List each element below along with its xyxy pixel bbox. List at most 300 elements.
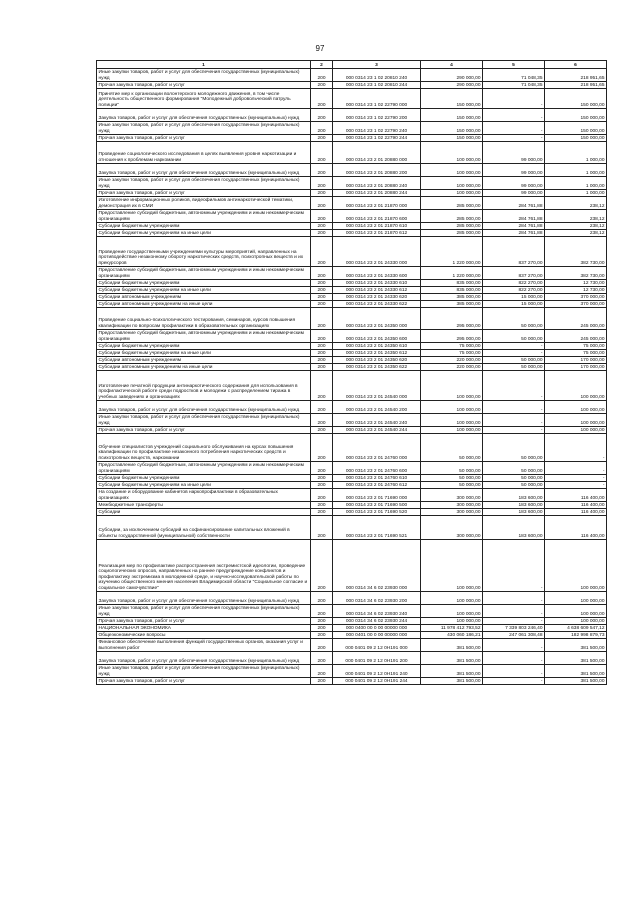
row-code: 200 bbox=[311, 210, 333, 223]
column-number: 6 bbox=[545, 61, 607, 69]
row-name: Иные закупки товаров, работ и услуг для обеспечения государственных (муниципальных) нужд bbox=[97, 414, 311, 427]
row-executed-amount: 822 270,00 bbox=[483, 280, 545, 287]
table-row bbox=[97, 267, 607, 280]
row-classification-code: 000 0314 23 2 01 20880 000 bbox=[333, 142, 421, 164]
row-name: Финансовое обеспечение выполнения функций государственных органов, оказания услуг и выполнения работ bbox=[97, 639, 311, 652]
row-classification-code: 000 0314 23 2 01 24330 610 bbox=[333, 280, 421, 287]
row-approved-amount: 100 000,00 bbox=[421, 190, 483, 197]
row-unexecuted-amount: 182 998 879,73 bbox=[545, 632, 607, 639]
row-name: Субсидии бюджетным учреждениям на иные цели bbox=[97, 287, 311, 294]
row-code: 200 bbox=[311, 109, 333, 122]
row-classification-code: 000 0314 23 1 02 22790 000 bbox=[333, 89, 421, 109]
row-executed-amount: - bbox=[483, 343, 545, 350]
table-row bbox=[97, 230, 607, 237]
row-code: 200 bbox=[311, 618, 333, 625]
table-row bbox=[97, 371, 607, 401]
row-approved-amount: 835 000,00 bbox=[421, 287, 483, 294]
row-unexecuted-amount: 1 000,00 bbox=[545, 190, 607, 197]
row-name: Закупка товаров, работ и услуг для обеспечения государственных (муниципальных) нужд bbox=[97, 164, 311, 177]
table-row bbox=[97, 625, 607, 632]
row-code: 200 bbox=[311, 164, 333, 177]
row-approved-amount: 385 000,00 bbox=[421, 294, 483, 301]
row-code: 200 bbox=[311, 509, 333, 516]
row-classification-code: 000 0314 23 2 01 71690 500 bbox=[333, 502, 421, 509]
row-classification-code: 000 0314 23 2 01 21870 000 bbox=[333, 197, 421, 210]
row-classification-code: 000 0314 23 2 01 20880 240 bbox=[333, 177, 421, 190]
table-row bbox=[97, 652, 607, 665]
row-classification-code: 000 0401 09 2 12 0Н191 240 bbox=[333, 665, 421, 678]
row-unexecuted-amount: 100 000,00 bbox=[545, 540, 607, 592]
row-approved-amount: 300 000,00 bbox=[421, 502, 483, 509]
row-name: Прочая закупка товаров, работ и услуг bbox=[97, 135, 311, 142]
row-executed-amount: - bbox=[483, 605, 545, 618]
row-code: 200 bbox=[311, 177, 333, 190]
row-approved-amount: 381 500,00 bbox=[421, 652, 483, 665]
row-classification-code: 000 0314 34 6 02 23930 200 bbox=[333, 592, 421, 605]
table-row bbox=[97, 618, 607, 625]
table-row bbox=[97, 665, 607, 678]
row-classification-code: 000 0314 23 2 01 24330 622 bbox=[333, 301, 421, 308]
row-classification-code: 000 0314 23 2 01 21870 600 bbox=[333, 210, 421, 223]
row-name: Субсидии автономным учреждениям на иные цели bbox=[97, 364, 311, 371]
row-approved-amount: 300 000,00 bbox=[421, 516, 483, 540]
row-approved-amount: 835 000,00 bbox=[421, 280, 483, 287]
row-executed-amount: - bbox=[483, 592, 545, 605]
row-name: Проведение государственными учреждениями культуры мероприятий, направленных на противодействие незаконному обороту наркотических средств, психотропных веществ и их прекурсоров bbox=[97, 237, 311, 267]
row-approved-amount: 1 220 000,00 bbox=[421, 267, 483, 280]
table-row bbox=[97, 489, 607, 502]
table-row bbox=[97, 357, 607, 364]
row-name: Прочая закупка товаров, работ и услуг bbox=[97, 618, 311, 625]
row-approved-amount: 381 500,00 bbox=[421, 678, 483, 685]
row-classification-code: 000 0314 23 1 02 22790 244 bbox=[333, 135, 421, 142]
row-classification-code: 000 0314 23 2 01 20880 200 bbox=[333, 164, 421, 177]
row-classification-code: 000 0314 23 2 01 24760 000 bbox=[333, 434, 421, 462]
row-unexecuted-amount: 12 730,00 bbox=[545, 287, 607, 294]
row-classification-code: 000 0314 23 2 01 24760 600 bbox=[333, 462, 421, 475]
row-classification-code: 000 0314 23 2 01 24760 610 bbox=[333, 475, 421, 482]
row-approved-amount: 100 000,00 bbox=[421, 427, 483, 434]
column-number-row bbox=[97, 61, 607, 69]
row-classification-code: 000 0314 23 2 01 24350 600 bbox=[333, 330, 421, 343]
row-unexecuted-amount: 116 400,00 bbox=[545, 516, 607, 540]
row-code: 200 bbox=[311, 82, 333, 89]
row-executed-amount: 50 000,00 bbox=[483, 475, 545, 482]
row-executed-amount: - bbox=[483, 89, 545, 109]
column-number: 5 bbox=[483, 61, 545, 69]
row-name: Субсидии бюджетным учреждениям bbox=[97, 280, 311, 287]
row-executed-amount: 99 000,00 bbox=[483, 142, 545, 164]
row-name: Прочая закупка товаров, работ и услуг bbox=[97, 427, 311, 434]
row-classification-code: 000 0314 23 2 01 24350 612 bbox=[333, 350, 421, 357]
row-classification-code: 000 0314 34 6 02 23930 240 bbox=[333, 605, 421, 618]
row-code: 200 bbox=[311, 69, 333, 82]
row-name: Субсидии автономным учреждениям bbox=[97, 294, 311, 301]
row-executed-amount: - bbox=[483, 540, 545, 592]
table-row bbox=[97, 462, 607, 475]
row-name: Субсидии бюджетным учреждениям на иные цели bbox=[97, 482, 311, 489]
row-executed-amount: 99 000,00 bbox=[483, 164, 545, 177]
row-executed-amount: 50 000,00 bbox=[483, 330, 545, 343]
row-unexecuted-amount: - bbox=[545, 475, 607, 482]
row-executed-amount: 71 048,35 bbox=[483, 69, 545, 82]
row-unexecuted-amount: 381 500,00 bbox=[545, 678, 607, 685]
row-code: 200 bbox=[311, 330, 333, 343]
column-number: 3 bbox=[333, 61, 421, 69]
row-executed-amount: 50 000,00 bbox=[483, 308, 545, 330]
row-approved-amount: 150 000,00 bbox=[421, 122, 483, 135]
row-classification-code: 000 0314 23 2 01 24330 000 bbox=[333, 237, 421, 267]
row-name: Субсидии бюджетным учреждениям bbox=[97, 475, 311, 482]
row-unexecuted-amount: 238,12 bbox=[545, 210, 607, 223]
row-executed-amount: - bbox=[483, 665, 545, 678]
row-approved-amount: 285 000,00 bbox=[421, 230, 483, 237]
row-approved-amount: 285 000,00 bbox=[421, 210, 483, 223]
row-executed-amount: 15 000,00 bbox=[483, 301, 545, 308]
table-row bbox=[97, 223, 607, 230]
row-code: 200 bbox=[311, 301, 333, 308]
row-approved-amount: 100 000,00 bbox=[421, 142, 483, 164]
table-row bbox=[97, 639, 607, 652]
row-name: Предоставление субсидий бюджетным, автономным учреждениям и иным некоммерческим организациям bbox=[97, 210, 311, 223]
row-classification-code: 000 0314 23 2 01 24330 612 bbox=[333, 287, 421, 294]
row-name: НАЦИОНАЛЬНАЯ ЭКОНОМИКА bbox=[97, 625, 311, 632]
page-number: 97 bbox=[315, 44, 325, 53]
row-code: 200 bbox=[311, 434, 333, 462]
row-executed-amount: 284 761,88 bbox=[483, 223, 545, 230]
row-approved-amount: 430 060 186,21 bbox=[421, 632, 483, 639]
row-unexecuted-amount: 382 730,00 bbox=[545, 237, 607, 267]
row-executed-amount: - bbox=[483, 652, 545, 665]
row-unexecuted-amount: 75 000,00 bbox=[545, 350, 607, 357]
row-approved-amount: 50 000,00 bbox=[421, 462, 483, 475]
row-name: Обучение специалистов учреждений социального обслуживания на курсах повышения квалификации по профилактике незаконного потребления наркотических средств и психотропных веществ, наркомании bbox=[97, 434, 311, 462]
table-row bbox=[97, 502, 607, 509]
row-executed-amount: - bbox=[483, 122, 545, 135]
table-row bbox=[97, 135, 607, 142]
row-name: Принятие мер к организации волонтерского молодежного движения, в том числе деятельность общественного формирования "Молодежный добровольческий патруль полиции" bbox=[97, 89, 311, 109]
table-row bbox=[97, 401, 607, 414]
row-unexecuted-amount: 370 000,00 bbox=[545, 294, 607, 301]
row-approved-amount: 220 000,00 bbox=[421, 357, 483, 364]
row-code: 200 bbox=[311, 280, 333, 287]
row-classification-code: 000 0314 23 2 01 24540 240 bbox=[333, 414, 421, 427]
row-code: 200 bbox=[311, 230, 333, 237]
row-classification-code: 000 0314 34 6 02 23930 000 bbox=[333, 540, 421, 592]
row-unexecuted-amount: 218 951,65 bbox=[545, 69, 607, 82]
row-classification-code: 000 0314 23 2 01 21870 612 bbox=[333, 230, 421, 237]
row-unexecuted-amount: 238,12 bbox=[545, 230, 607, 237]
row-approved-amount: 100 000,00 bbox=[421, 605, 483, 618]
row-name: Иные закупки товаров, работ и услуг для обеспечения государственных (муниципальных) нужд bbox=[97, 605, 311, 618]
row-executed-amount: 247 061 308,48 bbox=[483, 632, 545, 639]
row-approved-amount: 100 000,00 bbox=[421, 592, 483, 605]
row-name: Предоставление субсидий бюджетным, автономным учреждениям и иным некоммерческим организациям bbox=[97, 462, 311, 475]
table-row bbox=[97, 294, 607, 301]
table-row bbox=[97, 82, 607, 89]
row-unexecuted-amount: 116 400,00 bbox=[545, 509, 607, 516]
row-unexecuted-amount: 238,12 bbox=[545, 223, 607, 230]
row-code: 200 bbox=[311, 223, 333, 230]
row-unexecuted-amount: 381 500,00 bbox=[545, 665, 607, 678]
row-name: Закупка товаров, работ и услуг для обеспечения государственных (муниципальных) нужд bbox=[97, 401, 311, 414]
row-executed-amount: 183 600,00 bbox=[483, 502, 545, 509]
row-code: 200 bbox=[311, 475, 333, 482]
row-executed-amount: - bbox=[483, 350, 545, 357]
table-row bbox=[97, 308, 607, 330]
row-name: На создание и оборудование кабинетов наркопрофилактики в образовательных организациях bbox=[97, 489, 311, 502]
column-number: 1 bbox=[97, 61, 311, 69]
row-code: 200 bbox=[311, 364, 333, 371]
row-classification-code: 000 0314 23 1 02 20810 240 bbox=[333, 69, 421, 82]
table-row bbox=[97, 516, 607, 540]
row-approved-amount: 300 000,00 bbox=[421, 509, 483, 516]
row-unexecuted-amount: 100 000,00 bbox=[545, 427, 607, 434]
row-executed-amount: 183 600,00 bbox=[483, 489, 545, 502]
table-row bbox=[97, 197, 607, 210]
row-classification-code: 000 0314 23 2 01 24540 000 bbox=[333, 371, 421, 401]
row-name: Субсидии автономным учреждениям на иные цели bbox=[97, 301, 311, 308]
row-unexecuted-amount: 116 400,00 bbox=[545, 502, 607, 509]
table-row bbox=[97, 592, 607, 605]
row-approved-amount: 385 000,00 bbox=[421, 301, 483, 308]
budget-execution-table bbox=[96, 60, 607, 685]
row-executed-amount: 183 600,00 bbox=[483, 516, 545, 540]
row-executed-amount: 50 000,00 bbox=[483, 482, 545, 489]
table-row bbox=[97, 343, 607, 350]
row-unexecuted-amount: 370 000,00 bbox=[545, 301, 607, 308]
row-name: Общеэкономические вопросы bbox=[97, 632, 311, 639]
row-executed-amount: 50 000,00 bbox=[483, 357, 545, 364]
row-executed-amount: 837 270,00 bbox=[483, 237, 545, 267]
row-executed-amount: 183 600,00 bbox=[483, 509, 545, 516]
row-name: Закупка товаров, работ и услуг для обеспечения государственных (муниципальных) нужд bbox=[97, 109, 311, 122]
row-unexecuted-amount: 382 730,00 bbox=[545, 267, 607, 280]
row-approved-amount: 150 000,00 bbox=[421, 135, 483, 142]
row-name: Субсидии бюджетным учреждениям на иные цели bbox=[97, 350, 311, 357]
row-classification-code: 000 0314 23 2 01 24540 244 bbox=[333, 427, 421, 434]
row-executed-amount: - bbox=[483, 135, 545, 142]
row-approved-amount: 50 000,00 bbox=[421, 475, 483, 482]
row-name: Иные закупки товаров, работ и услуг для обеспечения государственных (муниципальных) нужд bbox=[97, 69, 311, 82]
row-approved-amount: 295 000,00 bbox=[421, 330, 483, 343]
row-unexecuted-amount: 1 000,00 bbox=[545, 142, 607, 164]
row-executed-amount: 15 000,00 bbox=[483, 294, 545, 301]
row-classification-code: 000 0314 34 6 02 23930 244 bbox=[333, 618, 421, 625]
row-unexecuted-amount: 100 000,00 bbox=[545, 414, 607, 427]
row-code: 200 bbox=[311, 287, 333, 294]
row-code: 200 bbox=[311, 142, 333, 164]
row-classification-code: 000 0314 23 1 02 22790 200 bbox=[333, 109, 421, 122]
row-classification-code: 000 0314 23 2 01 24350 620 bbox=[333, 357, 421, 364]
row-unexecuted-amount: 170 000,00 bbox=[545, 364, 607, 371]
row-code: 200 bbox=[311, 190, 333, 197]
row-classification-code: 000 0314 23 2 01 24330 600 bbox=[333, 267, 421, 280]
row-name: Проведение социально-психологического тестирования, семинаров, курсов повышения квалификации по вопросам профилактики в образовательных организациях bbox=[97, 308, 311, 330]
row-name: Прочая закупка товаров, работ и услуг bbox=[97, 190, 311, 197]
row-approved-amount: 381 500,00 bbox=[421, 639, 483, 652]
row-name: Предоставление субсидий бюджетным, автономным учреждениям и иным некоммерческим организациям bbox=[97, 267, 311, 280]
column-number: 4 bbox=[421, 61, 483, 69]
row-unexecuted-amount: 150 000,00 bbox=[545, 89, 607, 109]
row-unexecuted-amount: 150 000,00 bbox=[545, 135, 607, 142]
row-name: Субсидии bbox=[97, 509, 311, 516]
row-classification-code: 000 0314 23 1 02 22790 240 bbox=[333, 122, 421, 135]
row-executed-amount: - bbox=[483, 371, 545, 401]
table-row bbox=[97, 427, 607, 434]
row-classification-code: 000 0400 00 0 00 00000 000 bbox=[333, 625, 421, 632]
table-row bbox=[97, 210, 607, 223]
row-classification-code: 000 0401 09 2 12 0Н191 244 bbox=[333, 678, 421, 685]
row-executed-amount: 50 000,00 bbox=[483, 364, 545, 371]
row-executed-amount: 284 761,88 bbox=[483, 197, 545, 210]
row-classification-code: 000 0314 23 2 01 24330 620 bbox=[333, 294, 421, 301]
row-approved-amount: 150 000,00 bbox=[421, 109, 483, 122]
row-approved-amount: 220 000,00 bbox=[421, 364, 483, 371]
row-executed-amount: 7 339 803 246,40 bbox=[483, 625, 545, 632]
row-unexecuted-amount: 381 500,00 bbox=[545, 639, 607, 652]
row-code: 200 bbox=[311, 414, 333, 427]
row-name: Субсидии бюджетным учреждениям на иные цели bbox=[97, 230, 311, 237]
row-executed-amount: - bbox=[483, 618, 545, 625]
row-code: 200 bbox=[311, 122, 333, 135]
row-code: 200 bbox=[311, 357, 333, 364]
row-code: 200 bbox=[311, 350, 333, 357]
row-name: Изготовление печатной продукции антинаркотического содержания для использования в профилактической работе среди подростков и молодежи с распределением тиража в учебных заведениях и организациях bbox=[97, 371, 311, 401]
row-code: 200 bbox=[311, 427, 333, 434]
row-code: 200 bbox=[311, 639, 333, 652]
table-row bbox=[97, 364, 607, 371]
row-executed-amount: 837 270,00 bbox=[483, 267, 545, 280]
table-row bbox=[97, 414, 607, 427]
table-row bbox=[97, 632, 607, 639]
row-approved-amount: 100 000,00 bbox=[421, 618, 483, 625]
row-approved-amount: 100 000,00 bbox=[421, 164, 483, 177]
table-row bbox=[97, 89, 607, 109]
row-name: Иные закупки товаров, работ и услуг для обеспечения государственных (муниципальных) нужд bbox=[97, 177, 311, 190]
table-row bbox=[97, 287, 607, 294]
row-code: 200 bbox=[311, 516, 333, 540]
table-row bbox=[97, 475, 607, 482]
row-unexecuted-amount: 381 500,00 bbox=[545, 652, 607, 665]
row-unexecuted-amount: 150 000,00 bbox=[545, 122, 607, 135]
table-row bbox=[97, 330, 607, 343]
row-unexecuted-amount: 1 000,00 bbox=[545, 177, 607, 190]
row-approved-amount: 100 000,00 bbox=[421, 540, 483, 592]
row-executed-amount: - bbox=[483, 109, 545, 122]
row-code: 200 bbox=[311, 267, 333, 280]
row-unexecuted-amount: 100 000,00 bbox=[545, 618, 607, 625]
row-executed-amount: - bbox=[483, 401, 545, 414]
row-code: 200 bbox=[311, 678, 333, 685]
row-executed-amount: 50 000,00 bbox=[483, 434, 545, 462]
row-name: Субсидии бюджетным учреждениям bbox=[97, 343, 311, 350]
row-name: Субсидии, за исключением субсидий на софинансирование капитальных вложений в объекты государственной (муниципальной) собственности bbox=[97, 516, 311, 540]
row-code: 200 bbox=[311, 89, 333, 109]
row-unexecuted-amount: 245 000,00 bbox=[545, 308, 607, 330]
row-approved-amount: 300 000,00 bbox=[421, 489, 483, 502]
column-number: 2 bbox=[311, 61, 333, 69]
table-row bbox=[97, 164, 607, 177]
row-code: 200 bbox=[311, 665, 333, 678]
row-code: 200 bbox=[311, 401, 333, 414]
row-executed-amount: - bbox=[483, 414, 545, 427]
table-row bbox=[97, 509, 607, 516]
row-name: Реализация мер по профилактике распространения экстремистской идеологии, проведение социологических опросов, направленных на раннее предупреждение конфликтов и профилактику экстремизма в молодежной среде, и научно-исследовательской работы по изучению общественного мнения населения Владимирской области "Социальное согласие и социальное самочувствие" bbox=[97, 540, 311, 592]
row-unexecuted-amount: 100 000,00 bbox=[545, 605, 607, 618]
row-classification-code: 000 0314 23 2 01 71690 520 bbox=[333, 509, 421, 516]
table-row bbox=[97, 69, 607, 82]
row-executed-amount: 50 000,00 bbox=[483, 462, 545, 475]
row-classification-code: 000 0314 23 2 01 24760 612 bbox=[333, 482, 421, 489]
row-code: 200 bbox=[311, 294, 333, 301]
table-row bbox=[97, 280, 607, 287]
table-row bbox=[97, 237, 607, 267]
row-approved-amount: 1 220 000,00 bbox=[421, 237, 483, 267]
row-name: Закупка товаров, работ и услуг для обеспечения государственных (муниципальных) нужд bbox=[97, 592, 311, 605]
table-row bbox=[97, 109, 607, 122]
row-unexecuted-amount: 4 638 609 547,12 bbox=[545, 625, 607, 632]
row-code: 200 bbox=[311, 652, 333, 665]
row-unexecuted-amount: 100 000,00 bbox=[545, 592, 607, 605]
row-approved-amount: 75 000,00 bbox=[421, 343, 483, 350]
row-approved-amount: 75 000,00 bbox=[421, 350, 483, 357]
row-approved-amount: 290 000,00 bbox=[421, 69, 483, 82]
row-approved-amount: 290 000,00 bbox=[421, 82, 483, 89]
row-unexecuted-amount: - bbox=[545, 462, 607, 475]
row-approved-amount: 285 000,00 bbox=[421, 197, 483, 210]
row-approved-amount: 50 000,00 bbox=[421, 434, 483, 462]
row-code: 200 bbox=[311, 343, 333, 350]
row-code: 200 bbox=[311, 605, 333, 618]
row-unexecuted-amount: - bbox=[545, 482, 607, 489]
table-row bbox=[97, 605, 607, 618]
row-classification-code: 000 0314 23 2 01 24540 200 bbox=[333, 401, 421, 414]
row-classification-code: 000 0314 23 2 01 21870 610 bbox=[333, 223, 421, 230]
row-classification-code: 000 0314 23 2 01 20880 244 bbox=[333, 190, 421, 197]
row-approved-amount: 381 500,00 bbox=[421, 665, 483, 678]
row-executed-amount: 822 270,00 bbox=[483, 287, 545, 294]
row-classification-code: 000 0314 23 2 01 24350 622 bbox=[333, 364, 421, 371]
row-name: Субсидии бюджетным учреждениям bbox=[97, 223, 311, 230]
table-row bbox=[97, 540, 607, 592]
row-name: Закупка товаров, работ и услуг для обеспечения государственных (муниципальных) нужд bbox=[97, 652, 311, 665]
row-name: Прочая закупка товаров, работ и услуг bbox=[97, 82, 311, 89]
row-executed-amount: 71 048,35 bbox=[483, 82, 545, 89]
row-code: 200 bbox=[311, 540, 333, 592]
row-unexecuted-amount: 150 000,00 bbox=[545, 109, 607, 122]
row-executed-amount: 99 000,00 bbox=[483, 177, 545, 190]
row-unexecuted-amount: 12 730,00 bbox=[545, 280, 607, 287]
row-unexecuted-amount: - bbox=[545, 434, 607, 462]
table-row bbox=[97, 678, 607, 685]
row-classification-code: 000 0314 23 2 01 71690 521 bbox=[333, 516, 421, 540]
row-code: 200 bbox=[311, 197, 333, 210]
table-row bbox=[97, 434, 607, 462]
row-executed-amount: - bbox=[483, 427, 545, 434]
row-code: 200 bbox=[311, 482, 333, 489]
table-row bbox=[97, 350, 607, 357]
row-classification-code: 000 0314 23 2 01 24350 610 bbox=[333, 343, 421, 350]
row-name: Иные закупки товаров, работ и услуг для обеспечения государственных (муниципальных) нужд bbox=[97, 122, 311, 135]
row-executed-amount: - bbox=[483, 678, 545, 685]
row-approved-amount: 100 000,00 bbox=[421, 177, 483, 190]
row-executed-amount: 284 761,88 bbox=[483, 210, 545, 223]
row-unexecuted-amount: 238,12 bbox=[545, 197, 607, 210]
table-row bbox=[97, 301, 607, 308]
row-classification-code: 000 0401 09 2 12 0Н191 200 bbox=[333, 652, 421, 665]
row-name: Изготовление информационных роликов, видеофильмов антинаркотической тематики, демонстрация их в СМИ bbox=[97, 197, 311, 210]
